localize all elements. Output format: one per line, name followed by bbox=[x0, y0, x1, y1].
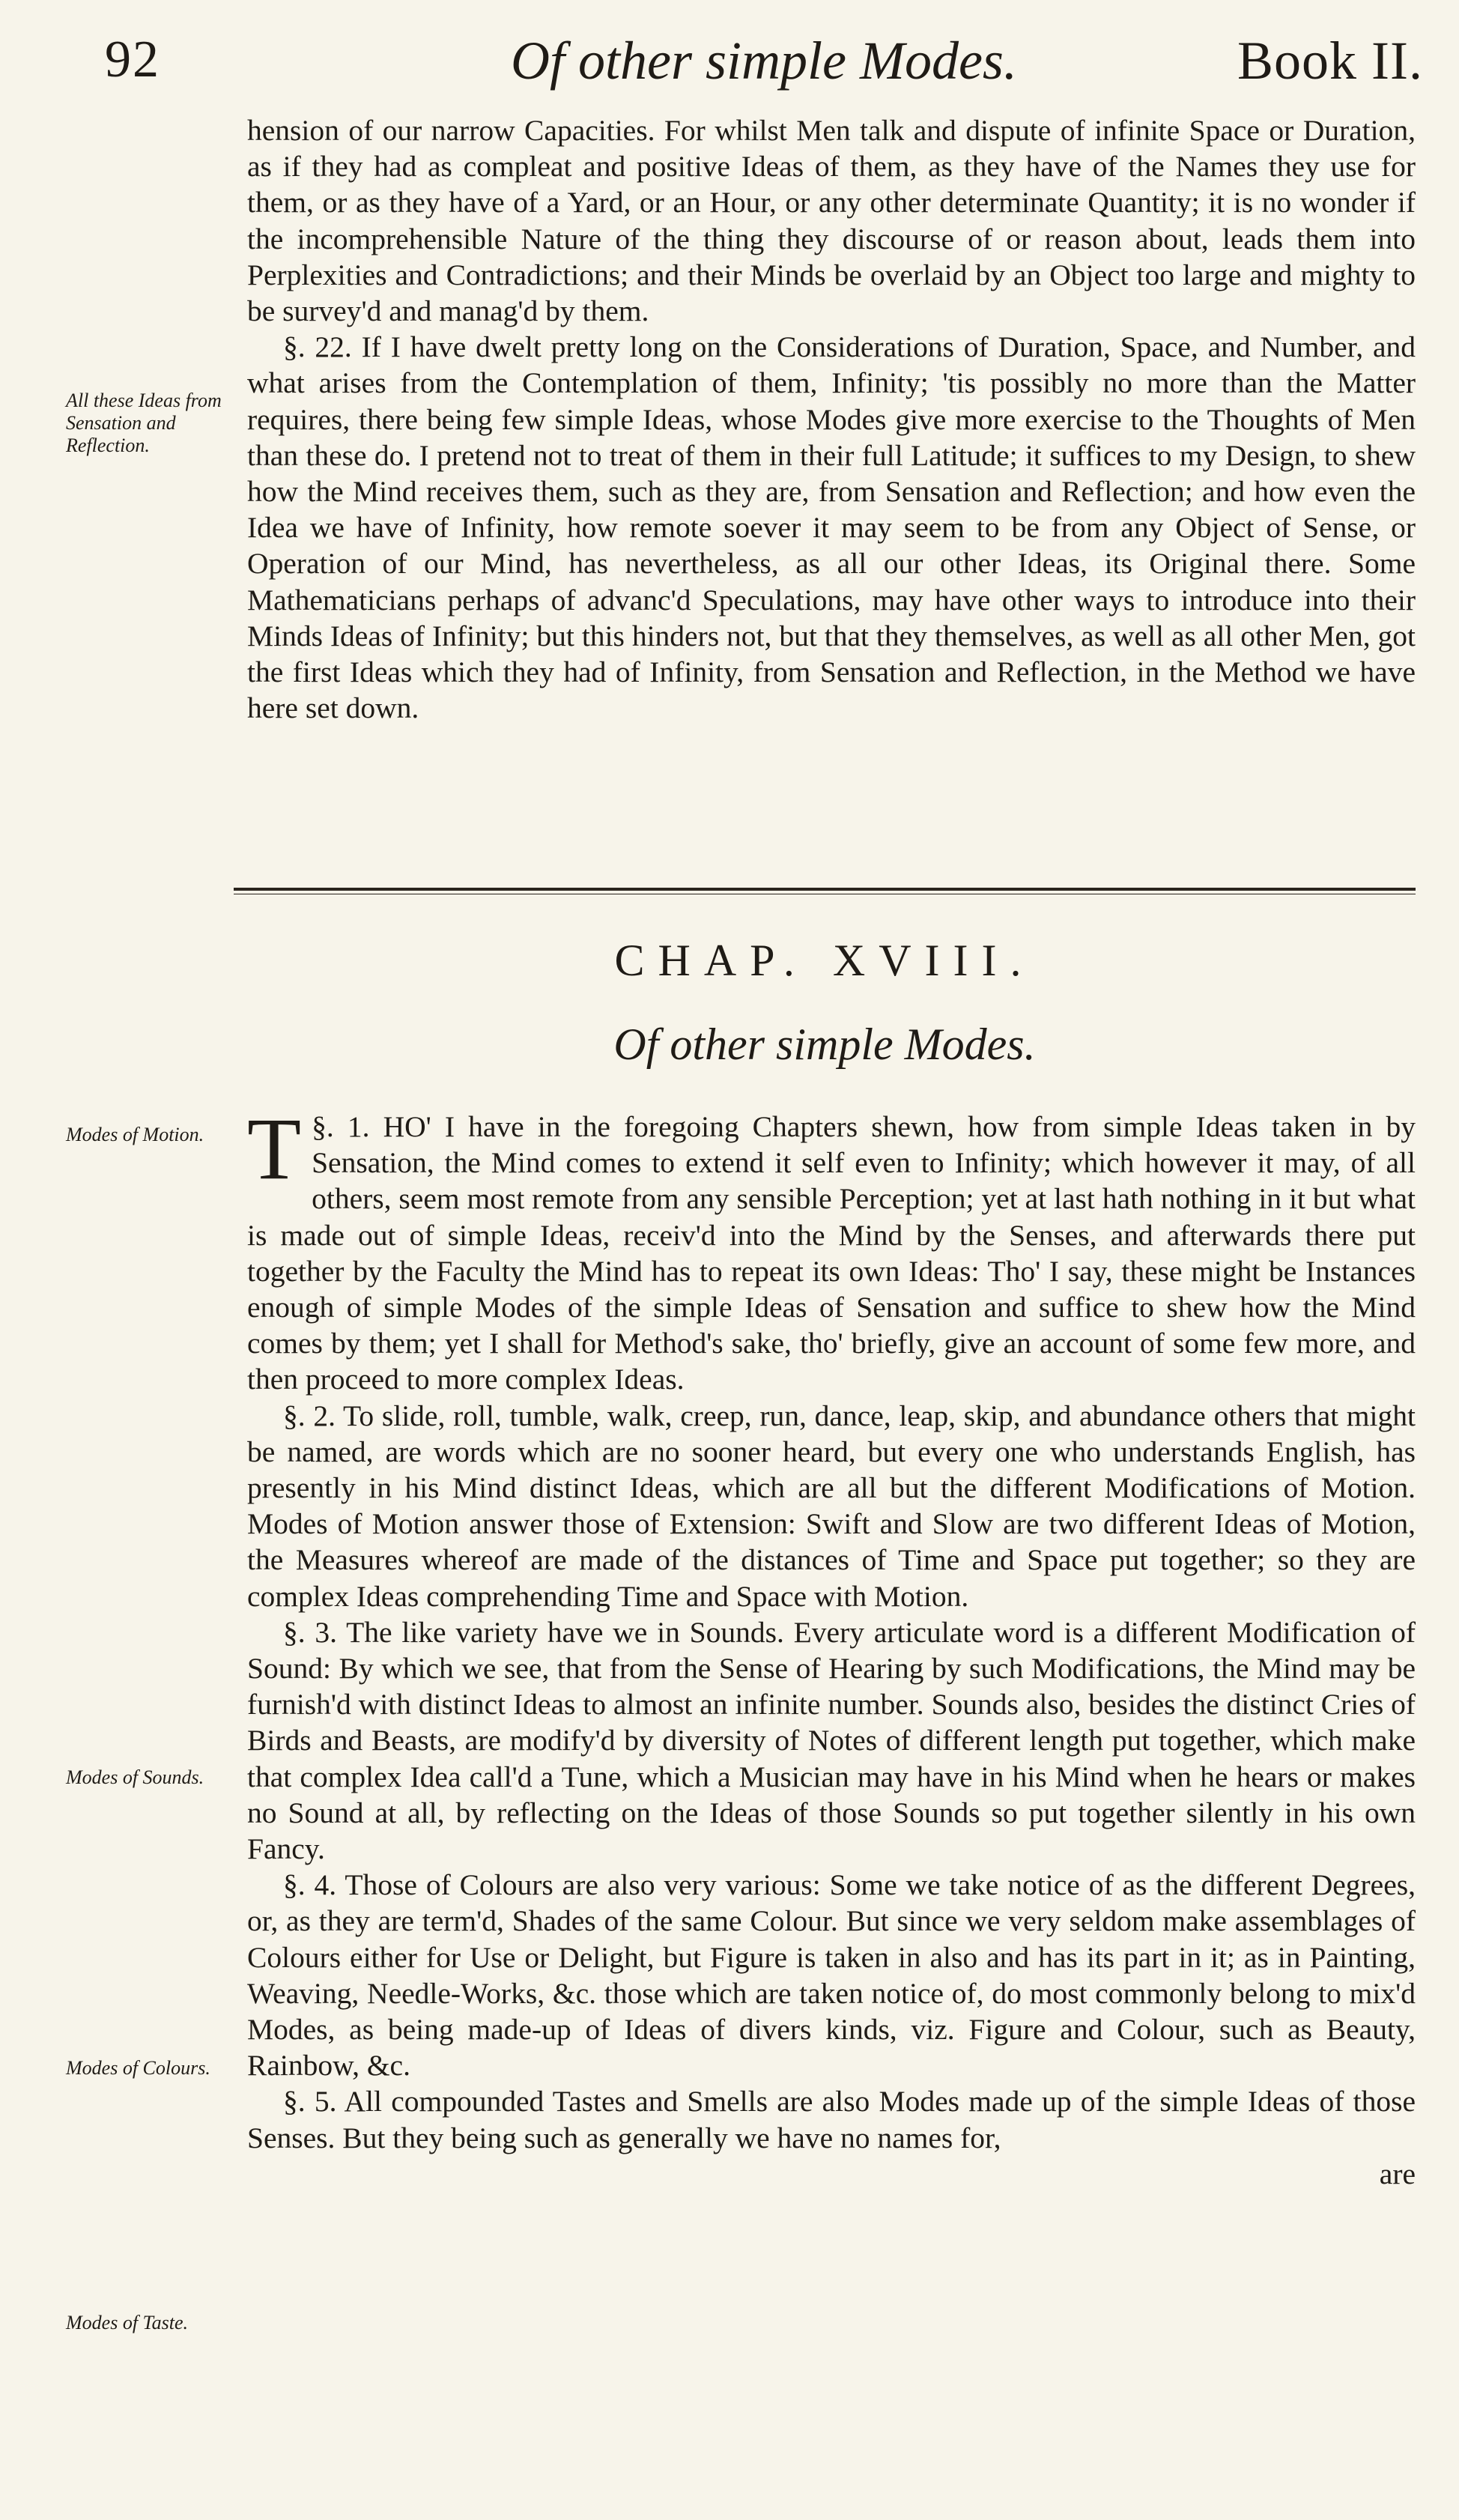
book-label: Book II. bbox=[1237, 31, 1423, 91]
chapter-title: CHAP. XVIII. bbox=[614, 936, 1035, 985]
drop-cap: T bbox=[247, 1100, 302, 1198]
section-2-paragraph: §. 2. To slide, roll, tumble, walk, creep, run, dance, leap, skip, and abundance others that might be named, are words which are no sooner heard, but every one who understands English, has presently in his Mind distinct Ideas, which are all but the different Modifications of Motion. Modes of Motion answer those of Extension: Swift and Slow are two different Ideas of Motion, the Measures whereof are made of the distances of Time and Space put together; so they are complex Ideas comprehending Time and Space with Motion. bbox=[247, 1399, 1416, 1613]
running-title: Of other simple Modes. bbox=[511, 31, 1017, 91]
sidenote-modes-of-taste: Modes of Taste. bbox=[66, 2312, 188, 2333]
top-text-block bbox=[247, 112, 1416, 726]
section-22-paragraph: §. 22. If I have dwelt pretty long on the Considerations of Duration, Space, and Number, and what arises from the Contemplation of them, Infinity; 'tis possibly no more than the Matter requires, there being few simple Ideas, whose Modes give more exercise to the Thoughts of Men than these do. I pretend not to treat of them in their full Latitude; it suffices to my Design, to shew how the Mind receives them, such as they are, from Sensation and Reflection; and how even the Idea we have of Infinity, how remote soever it may seem to be from any Object of Sense, or Operation of our Mind, has nevertheless, as all our other Ideas, its Original there. Some Mathematicians perhaps of advanc'd Speculations, may have other ways to introduce into their Minds Ideas of Infinity; but this hinders not, but that they themselves, as well as all other Men, got the first Ideas which they had of Infinity, from Sensation and Reflection, in the Method we have here set down. bbox=[247, 330, 1416, 725]
sidenote-all-these-ideas: All these Ideas from Sensation and Reflection. bbox=[66, 390, 222, 456]
section-1-label: §. 1. bbox=[312, 1110, 370, 1143]
chapter-body bbox=[247, 1100, 1416, 2192]
page-header bbox=[105, 24, 1423, 106]
page-number: 92 bbox=[105, 31, 160, 88]
section-1-text: HO' I have in the foregoing Chapters shewn, how from simple Ideas taken in by Sensation, the Mind comes to extend it self even to Infinity; which however it may, of all others, seem most remote from any sensible Perception; yet at last hath nothing in it but what is made out of simple Ideas, receiv'd into the Mind by the Senses, and afterwards there put together by the Faculty the Mind has to repeat its own Ideas: Tho' I say, these might be Instances enough of simple Modes of the simple Ideas of Sensation and suffice to shew how the Mind comes by them; yet I shall for Method's sake, tho' briefly, give an account of some few more, and then proceed to more complex Ideas. bbox=[247, 1110, 1416, 1396]
sidenote-modes-of-colours: Modes of Colours. bbox=[66, 2057, 210, 2079]
continuation-paragraph: hension of our narrow Capacities. For whilst Men talk and dispute of infinite Space or Duration, as if they had as compleat and positive Ideas of them, as they have of the Names they use for them, or as they have of a Yard, or an Hour, or any other determinate Quantity; it is no wonder if the incomprehensible Nature of the thing they discourse of or reason about, leads them into Perplexities and Contradictions; and their Minds be overlaid by an Object too large and mighty to be survey'd and manag'd by them. bbox=[247, 114, 1416, 328]
section-4-paragraph: §. 4. Those of Colours are also very various: Some we take notice of as the different Degrees, or, as they are term'd, Shades of the same Colour. But since we very seldom make assemblages of Colours either for Use or Delight, but Figure is taken in also and has its part in it; as in Painting, Weaving, Needle-Works, &c. those which are taken notice of, do most commonly belong to mix'd Modes, as being made-up of Ideas of divers kinds, viz. Figure and Colour, such as Beauty, Rainbow, &c. bbox=[247, 1868, 1416, 2083]
section-1-paragraph bbox=[247, 1100, 1416, 1398]
section-3-paragraph: §. 3. The like variety have we in Sounds. Every articulate word is a different Modification of Sound: By which we see, that from the Sense of Hearing by such Modifications, the Mind may be furnish'd with distinct Ideas to almost an infinite number. Sounds also, besides the distinct Cries of Birds and Beasts, are modify'd by diversity of Notes of different length put together, which make that complex Idea call'd a Tune, which a Musician may have in his Mind when he hears or makes no Sound at all, by reflecting on the Ideas of those Sounds so put together silently in his own Fancy. bbox=[247, 1615, 1416, 1866]
chapter-rule bbox=[234, 888, 1416, 891]
sidenote-modes-of-sounds: Modes of Sounds. bbox=[66, 1766, 204, 1788]
catchword: are bbox=[1379, 2157, 1416, 2190]
sidenote-modes-of-motion: Modes of Motion. bbox=[66, 1124, 204, 1145]
chapter-subtitle: Of other simple Modes. bbox=[613, 1020, 1036, 1069]
section-5-paragraph: §. 5. All compounded Tastes and Smells are also Modes made up of the simple Ideas of those Senses. But they being such as generally we have no names for, bbox=[247, 2085, 1416, 2154]
